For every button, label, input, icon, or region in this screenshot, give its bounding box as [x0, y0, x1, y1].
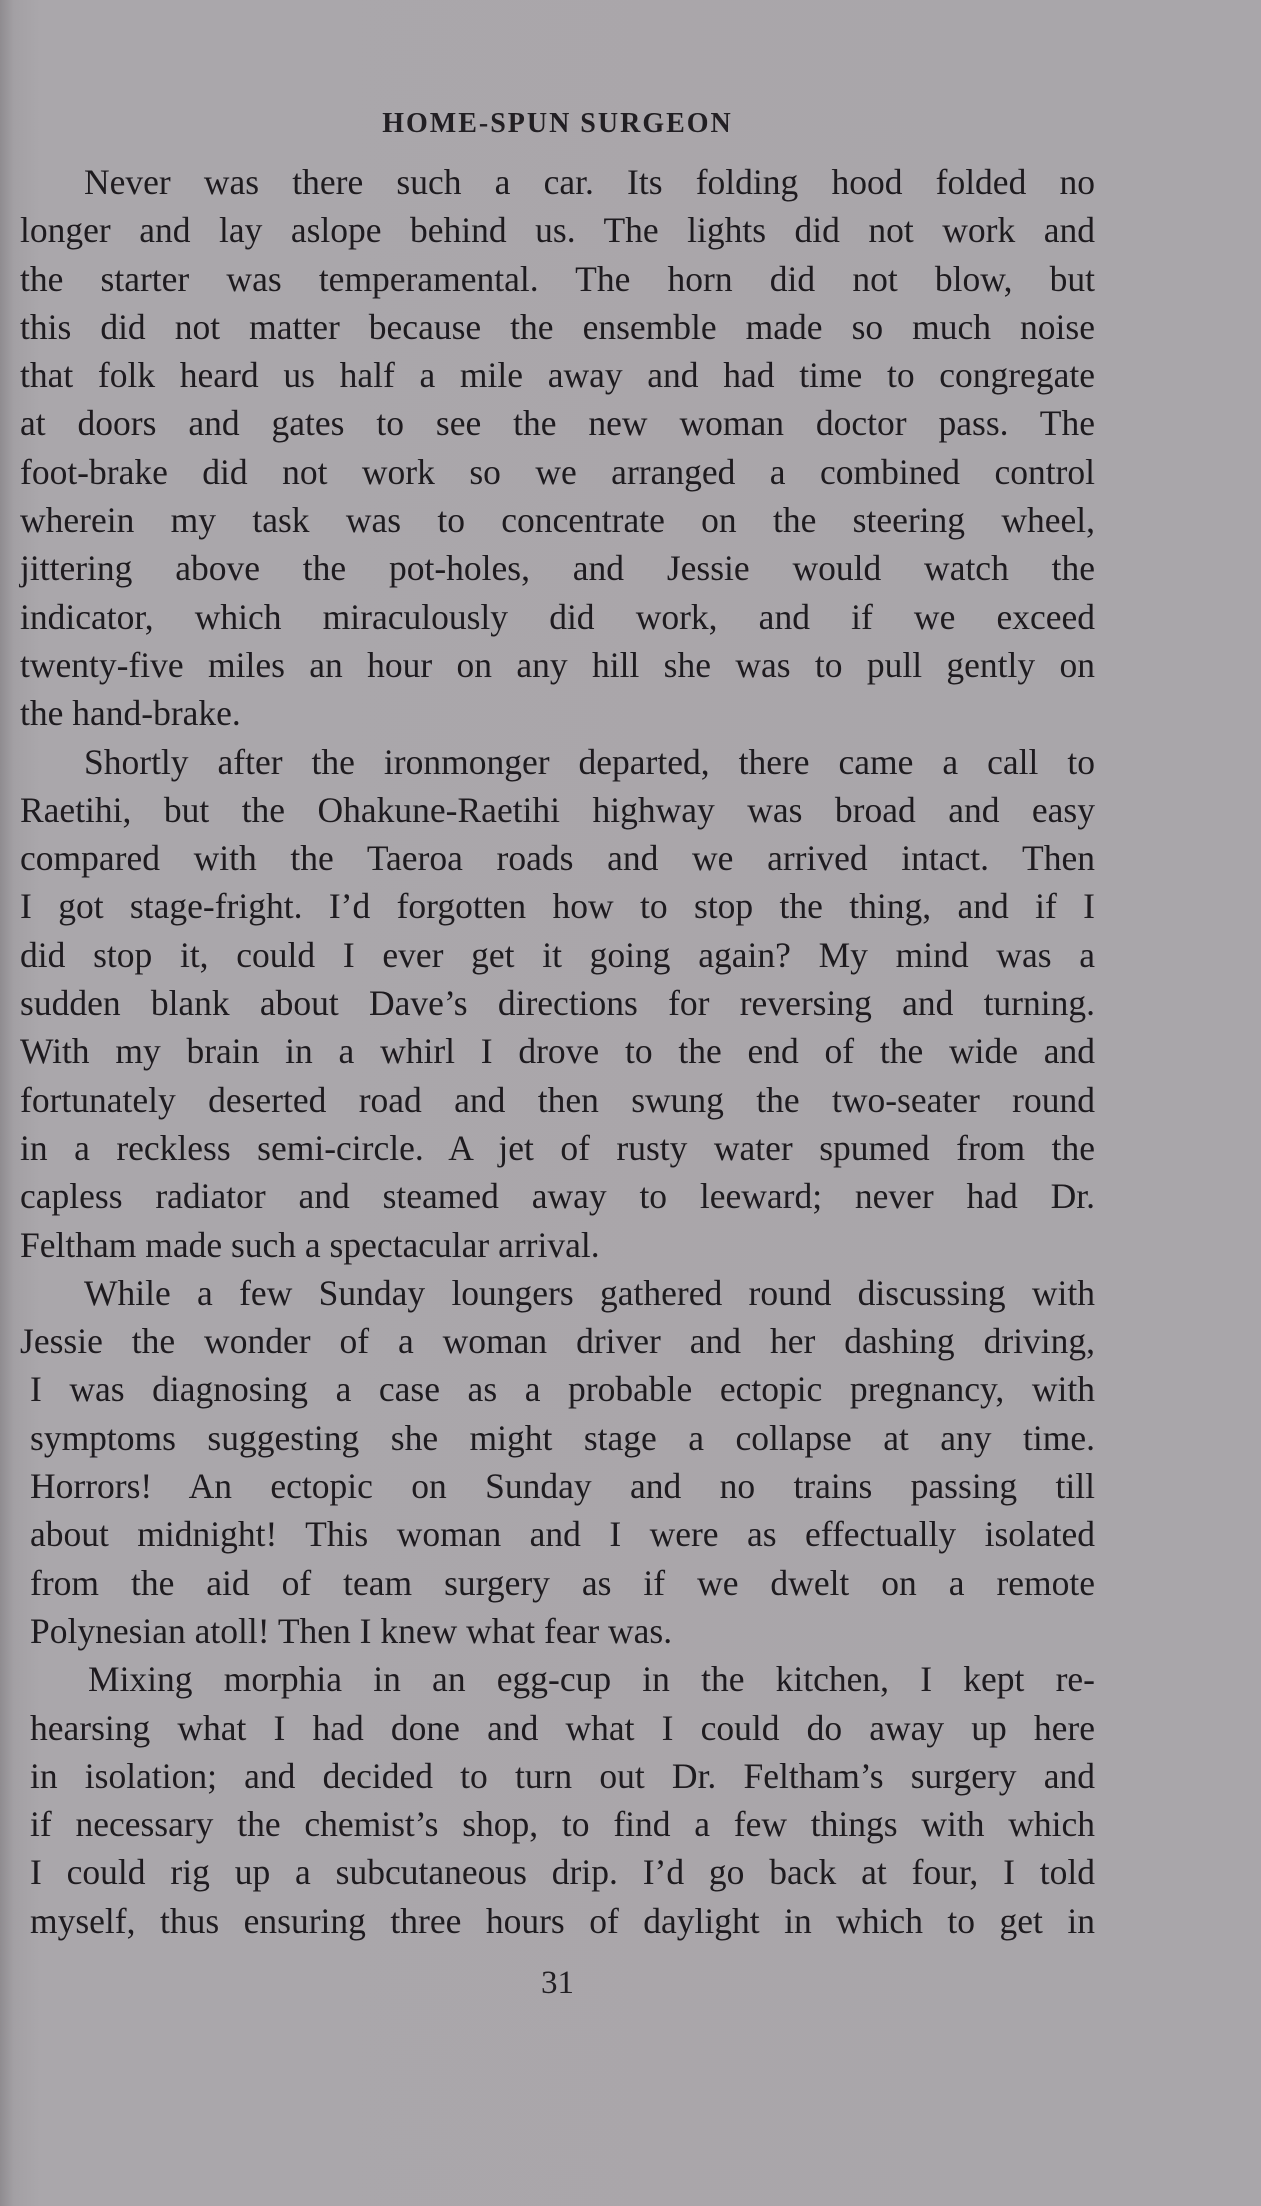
text-line: fortunately deserted road and then swung the two-seater round — [20, 1079, 1095, 1120]
text-line: twenty-five miles an hour on any hill she was to pull gently on — [20, 644, 1095, 685]
text-line: longer and lay aslope behind us. The lights did not work and — [20, 210, 1095, 251]
text-line: Never was there such a car. Its folding hood folded no — [84, 162, 1095, 202]
text-line: foot-brake did not work so we arranged a combined control — [20, 451, 1095, 492]
text-line: hearsing what I had done and what I could do away up here — [30, 1707, 1095, 1748]
text-line: Horrors! An ectopic on Sunday and no trains passing till — [30, 1466, 1095, 1507]
text-line: about midnight! This woman and I were as effectually isolated — [30, 1514, 1095, 1555]
text-line: Raetihi, but the Ohakune-Raetihi highway was broad and easy — [20, 789, 1095, 830]
page-number: 31 — [541, 1965, 574, 2001]
text-line: With my brain in a whirl I drove to the end of the wide and — [20, 1031, 1095, 1072]
text-line: sudden blank about Dave’s directions for reversing and turning. — [20, 983, 1095, 1024]
text-line: I got stage-fright. I’d forgotten how to stop the thing, and if I — [20, 886, 1095, 927]
text-line: I could rig up a subcutaneous drip. I’d go back at four, I told — [30, 1852, 1095, 1893]
text-line: that folk heard us half a mile away and had time to congregate — [20, 355, 1095, 396]
text-line: did stop it, could I ever get it going again? My mind was a — [20, 934, 1095, 975]
body-text — [20, 158, 1095, 1945]
text-line: at doors and gates to see the new woman doctor pass. The — [20, 403, 1095, 444]
text-line: in isolation; and decided to turn out Dr. Feltham’s surgery and — [30, 1755, 1095, 1796]
running-header: HOME-SPUN SURGEON — [382, 108, 733, 139]
text-line: this did not matter because the ensemble made so much noise — [20, 306, 1095, 347]
text-line: Shortly after the ironmonger departed, there came a call to — [84, 741, 1095, 782]
text-line: While a few Sunday loungers gathered round discussing with — [84, 1272, 1095, 1313]
text-line: if necessary the chemist’s shop, to find a few things with which — [30, 1804, 1095, 1845]
text-line: myself, thus ensuring three hours of daylight in which to get in — [30, 1900, 1095, 1941]
text-line: compared with the Taeroa roads and we arrived intact. Then — [20, 838, 1095, 879]
text-line: the starter was temperamental. The horn did not blow, but — [20, 258, 1095, 299]
text-line: Feltham made such a spectacular arrival. — [20, 1224, 600, 1265]
text-line: in a reckless semi-circle. A jet of rusty water spumed from the — [20, 1127, 1095, 1168]
text-line: Polynesian atoll! Then I knew what fear was. — [30, 1610, 673, 1651]
text-line: jittering above the pot-holes, and Jessie would watch the — [20, 548, 1095, 589]
text-line: capless radiator and steamed away to leeward; never had Dr. — [20, 1176, 1095, 1217]
text-line: the hand-brake. — [20, 693, 241, 734]
text-line: wherein my task was to concentrate on the steering wheel, — [20, 500, 1095, 541]
text-line: Jessie the wonder of a woman driver and her dashing driving, — [20, 1321, 1095, 1362]
text-line: I was diagnosing a case as a probable ectopic pregnancy, with — [30, 1369, 1095, 1410]
text-line: symptoms suggesting she might stage a collapse at any time. — [30, 1417, 1095, 1458]
text-line: indicator, which miraculously did work, and if we exceed — [20, 596, 1095, 637]
text-line: Mixing morphia in an egg-cup in the kitchen, I kept re- — [88, 1659, 1095, 1700]
text-line: from the aid of team surgery as if we dwelt on a remote — [30, 1562, 1095, 1603]
